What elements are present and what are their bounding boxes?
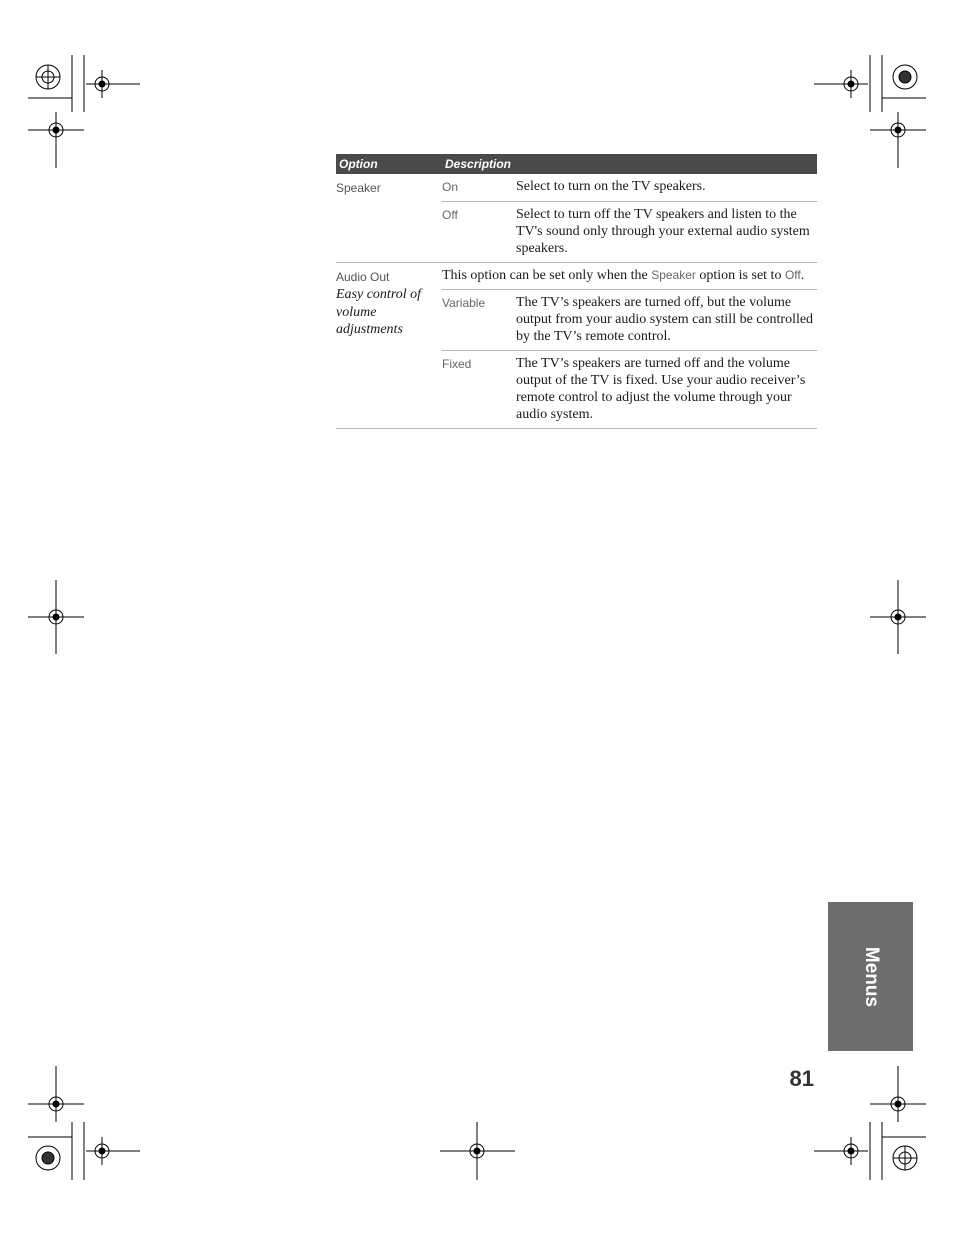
audio-out-group <box>336 263 817 429</box>
audio-out-option-cell <box>336 269 436 339</box>
speaker-description-cell <box>442 174 817 262</box>
intro-text: . <box>800 268 805 283</box>
header-description: Description <box>445 157 512 171</box>
setting-name: Fixed <box>442 357 472 371</box>
table-header <box>336 154 817 174</box>
section-tab <box>828 902 913 1051</box>
audio-out-intro <box>442 263 817 290</box>
audio-out-description-cell <box>442 263 817 428</box>
speaker-group <box>336 174 817 263</box>
intro-text: option is set to <box>695 268 785 283</box>
audio-out-variable-row <box>442 290 817 351</box>
setting-name: Off <box>442 208 458 222</box>
intro-speaker-term: Speaker <box>651 268 696 282</box>
audio-out-fixed-row <box>442 351 817 428</box>
speaker-off-row <box>442 202 817 262</box>
options-table <box>336 154 817 429</box>
setting-description: Select to turn on the TV speakers. <box>516 179 706 194</box>
setting-description: Select to turn off the TV speakers and listen to the TV's sound only through your external audio system speakers. <box>516 207 810 256</box>
audio-out-option-name: Audio Out <box>336 270 390 284</box>
speaker-option-cell <box>336 180 436 197</box>
section-tab-label: Menus <box>860 946 882 1007</box>
audio-out-option-note: Easy control of volume adjustments <box>336 287 422 337</box>
page-number: 81 <box>789 1066 814 1091</box>
setting-name: Variable <box>442 296 486 310</box>
setting-description: The TV’s speakers are turned off and the volume output of the TV is fixed. Use your audio receiver’s remote control to adjust the volume through your audio system. <box>516 356 806 422</box>
intro-off-term: Off <box>784 268 801 282</box>
header-option: Option <box>339 157 378 171</box>
setting-name: On <box>442 180 459 194</box>
intro-text: This option can be set only when the <box>442 268 652 283</box>
setting-description: The TV’s speakers are turned off, but the volume output from your audio system can still be controlled by the TV’s remote control. <box>516 295 814 344</box>
speaker-on-row <box>442 174 817 202</box>
speaker-option-name: Speaker <box>336 181 381 195</box>
